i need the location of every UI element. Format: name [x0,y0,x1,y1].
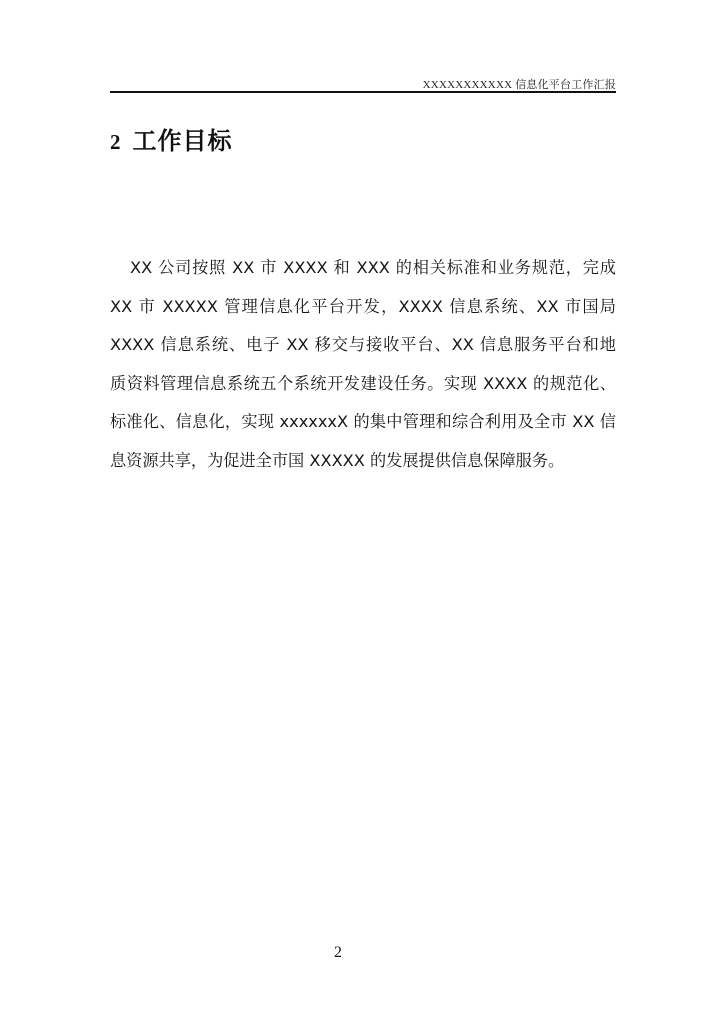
body-paragraph [110,254,616,485]
header-rule [110,91,616,93]
page-number: 2 [334,944,342,961]
paragraph-line: 标准化、信息化，实现 xxxxxxX 的集中管理和综合利用及全市 XX 信 [110,412,616,431]
section-heading [110,121,233,156]
running-header: XXXXXXXXXXX 信息化平台工作汇报 [422,79,616,91]
section-title: 工作目标 [132,127,233,155]
paragraph-line: 质资料管理信息系统五个系统开发建设任务。实现 XXXX 的规范化、 [110,373,616,393]
section-number: 2 [110,130,121,154]
paragraph-line: XX 市 XXXXX 管理信息化平台开发，XXXX 信息系统、XX 市国局 [110,296,616,316]
paragraph-line: XX 公司按照 XX 市 XXXX 和 XXX 的相关标准和业务规范，完成 [130,258,616,277]
paragraph-line: XXXX 信息系统、电子 XX 移交与接收平台、XX 信息服务平台和地 [110,335,616,354]
paragraph-line: 息资源共享，为促进全市国 XXXXX 的发展提供信息保障服务。 [110,450,565,470]
